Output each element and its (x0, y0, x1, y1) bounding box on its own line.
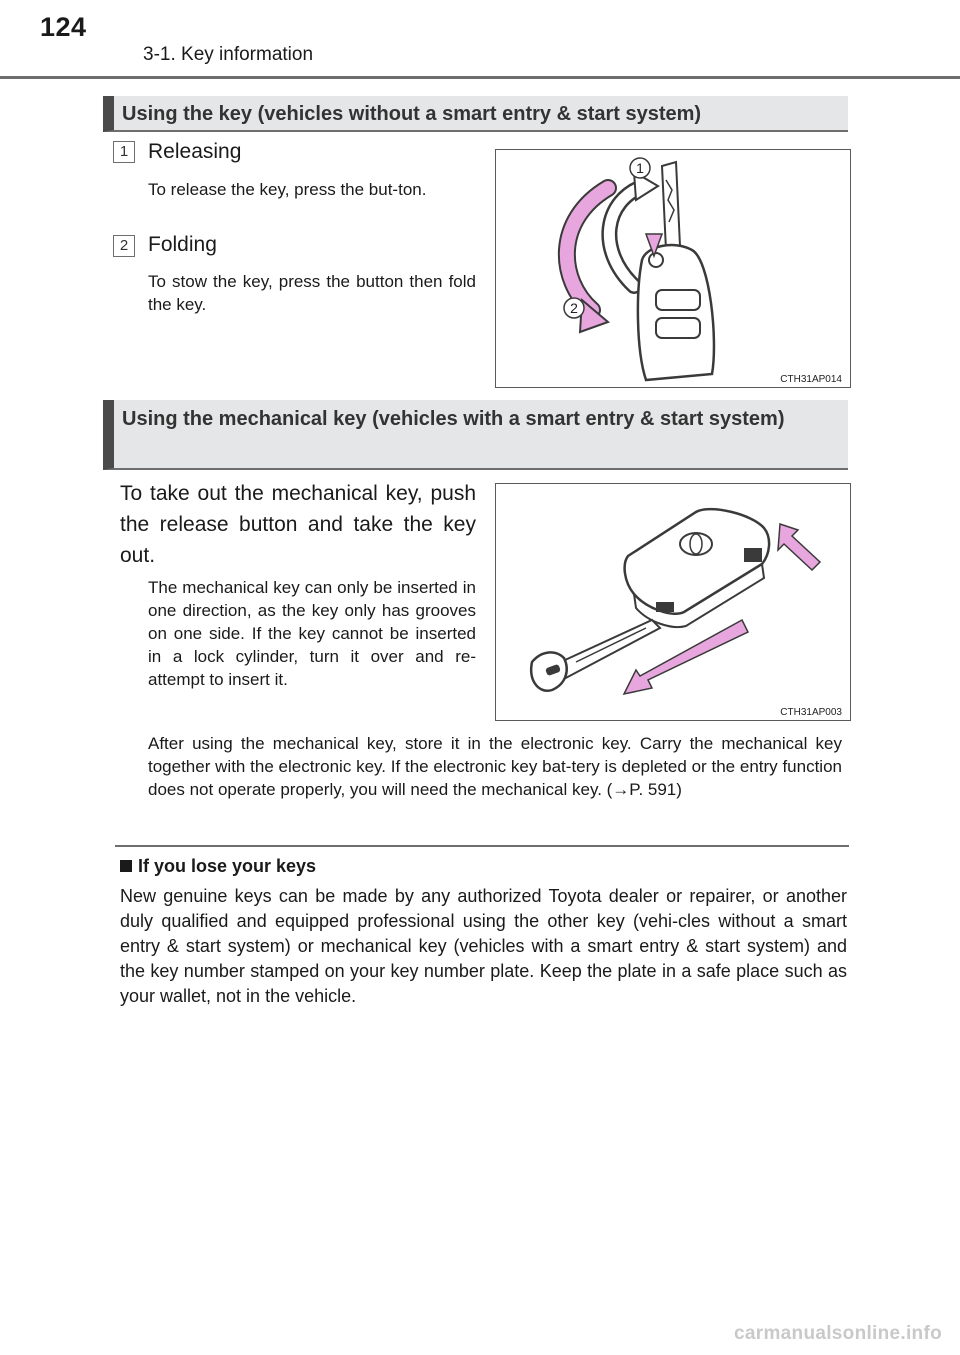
mechanical-key-instruction: To take out the mechanical key, push the release button and take the key out. (120, 482, 476, 567)
page-number: 124 (40, 12, 87, 42)
step-text-releasing: To release the key, press the but-ton. (148, 180, 427, 199)
header-divider (0, 76, 960, 79)
step-number-2: 2 (113, 235, 135, 257)
figure-code: CTH31AP003 (780, 707, 842, 718)
mechanical-key-note: The mechanical key can only be inserted in one direction, as the key only has grooves on one side. If the key cannot be inserted in a lock cylinder, turn it over and re-attempt to insert it. (148, 578, 476, 689)
square-bullet-icon (120, 860, 132, 872)
folding-key-illustration (496, 150, 850, 387)
step-title-releasing: Releasing (148, 140, 242, 163)
section-divider (115, 845, 849, 847)
heading-mechanical-key: Using the mechanical key (vehicles with a smart entry & start system) (103, 400, 848, 470)
watermark: carmanualsonline.info (734, 1323, 942, 1344)
section-title: 3-1. Key information (143, 44, 314, 65)
info-text: New genuine keys can be made by any authorized Toyota dealer or repairer, or another duly qualified and equipped professional using the other key (vehi-cles without a smart entry & start system) or mechanical key (vehicles with a smart entry & start system) and the key number stamped on your key number plate. Keep the plate in a safe place such as your wallet, not in the vehicle. (120, 886, 847, 1006)
mechanical-key-storage-text: After using the mechanical key, store it in the electronic key. Carry the mechanical key together with the electronic key. If the electronic key bat-tery is depleted or the entry function does not operate properly, you will need the mechanical key. (→P. 591) (148, 734, 842, 799)
step-text-folding: To stow the key, press the button then fold the key. (148, 272, 476, 314)
heading-key-without-smart-entry: Using the key (vehicles without a smart entry & start system) (103, 96, 848, 132)
figure-mechanical-key (495, 483, 851, 721)
callout-1: 1 (636, 160, 644, 176)
step-title-folding: Folding (148, 233, 217, 256)
info-heading-text: If you lose your keys (138, 856, 317, 876)
info-heading (120, 856, 316, 877)
step-number-1: 1 (113, 141, 135, 163)
callout-2: 2 (570, 300, 578, 316)
mechanical-key-illustration (496, 484, 850, 720)
figure-folding-key (495, 149, 851, 388)
figure-code: CTH31AP014 (780, 374, 842, 385)
